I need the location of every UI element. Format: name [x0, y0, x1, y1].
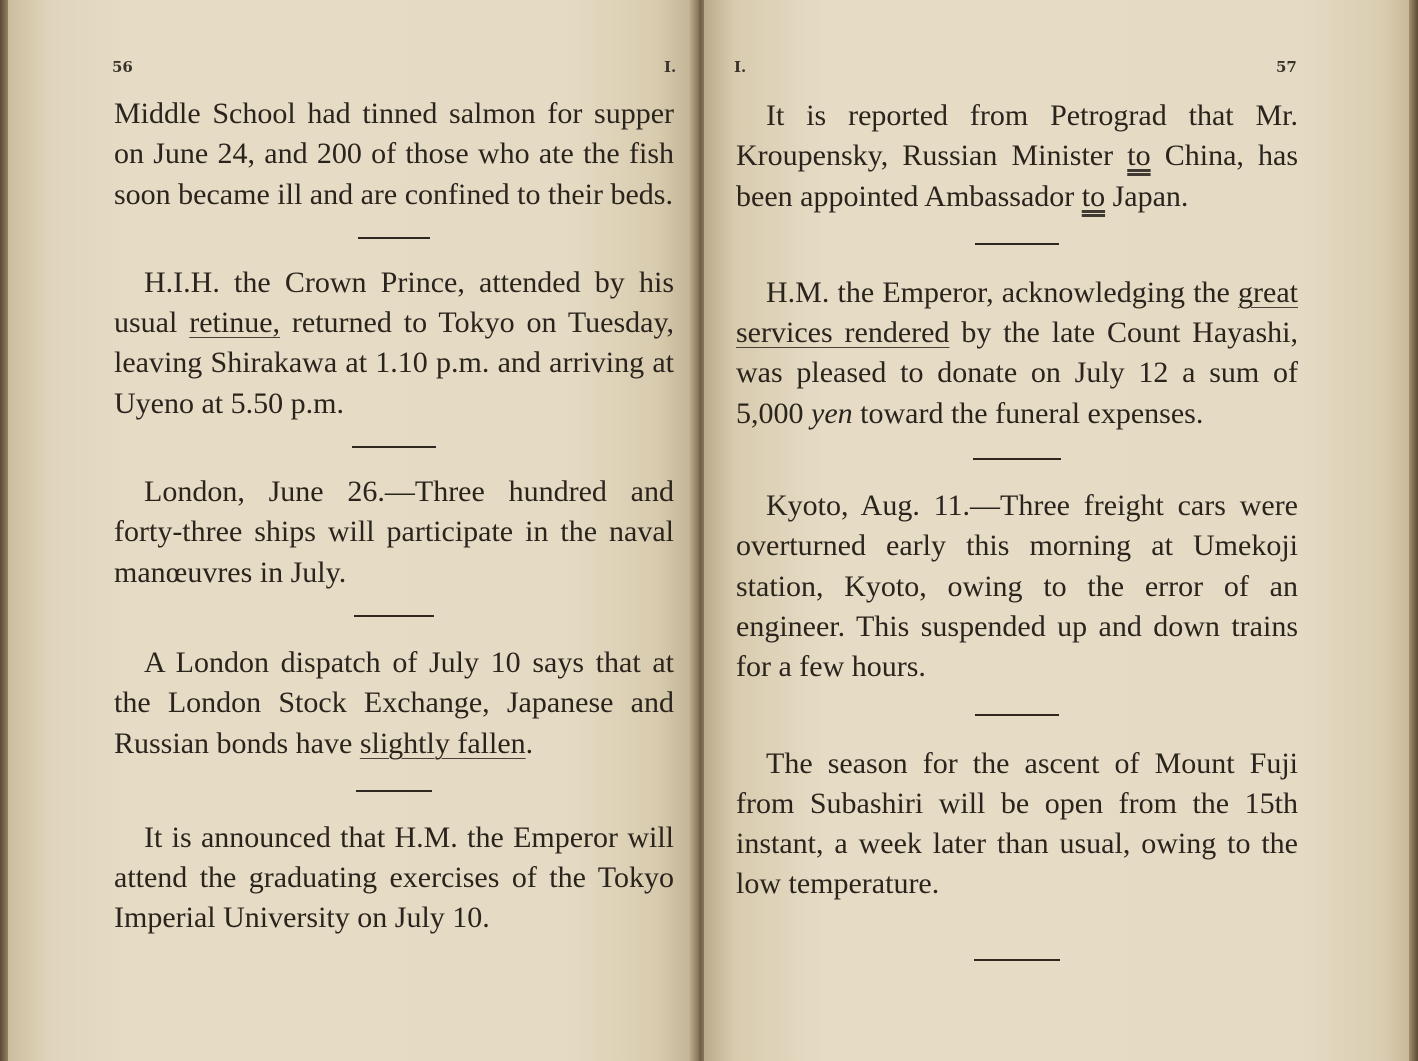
right-paragraph-2: H.M. the Emperor, acknowledging the great services rendered by the late Count Hayashi, was pleased to donate on July 12 a sum of 5,000 yen toward the funeral expenses.: [736, 275, 1298, 430]
right-page-number: 57: [1276, 58, 1297, 76]
pencil-double-underline: to: [1127, 139, 1151, 173]
separator-rule: [354, 615, 434, 617]
pencil-double-underline: to: [1081, 179, 1106, 213]
right-page-body: [736, 96, 1298, 961]
separator-rule: [973, 458, 1061, 460]
left-page: [8, 0, 696, 1061]
right-paragraph-1: It is reported from Petrograd that Mr. Kroupensky, Russian Minister to China, has been appointed Ambassador to Japan.: [736, 99, 1298, 213]
separator-rule: [358, 237, 430, 239]
right-paragraph-3: Kyoto, Aug. 11.—Three freight cars were overturned early this morning at Umekoji station, Kyoto, owing to the error of an engineer. This suspended up and down trains for a few hours.: [736, 489, 1298, 684]
separator-rule: [974, 959, 1060, 961]
pencil-underline: slightly fallen: [359, 726, 526, 760]
left-paragraph-2: H.I.H. the Crown Prince, attended by his usual retinue, returned to Tokyo on Tuesday, leaving Shirakawa at 1.10 p.m. and arriving at Uyeno at 5.50 p.m.: [114, 265, 674, 420]
left-section-mark: I.: [664, 58, 677, 76]
separator-rule: [356, 790, 432, 792]
left-paragraph-1: Middle School had tinned salmon for supper on June 24, and 200 of those who ate the fish soon became ill and are confined to their beds.: [114, 97, 674, 211]
right-page: [704, 0, 1410, 1061]
left-paragraph-4: A London dispatch of July 10 says that at the London Stock Exchange, Japanese and Russian bonds have slightly fallen.: [114, 645, 674, 760]
pencil-underline: great services rendered: [736, 275, 1298, 350]
left-page-number: 56: [112, 58, 133, 76]
book-edge-right: [1409, 0, 1418, 1061]
left-paragraph-3: London, June 26.—Three hundred and forty-three ships will participate in the naval manœuvres in July.: [114, 475, 674, 589]
left-paragraph-5: It is announced that H.M. the Emperor will attend the graduating exercises of the Tokyo Imperial University on July 10.: [114, 820, 674, 935]
right-paragraph-4: The season for the ascent of Mount Fuji from Subashiri will be open from the 15th instant, a week later than usual, owing to the low temperature.: [736, 746, 1298, 901]
left-page-body: [114, 94, 674, 939]
separator-rule: [352, 446, 436, 448]
separator-rule: [975, 243, 1059, 245]
separator-rule: [975, 714, 1059, 716]
right-section-mark: I.: [734, 58, 747, 76]
pencil-underline: retinue,: [189, 306, 281, 340]
